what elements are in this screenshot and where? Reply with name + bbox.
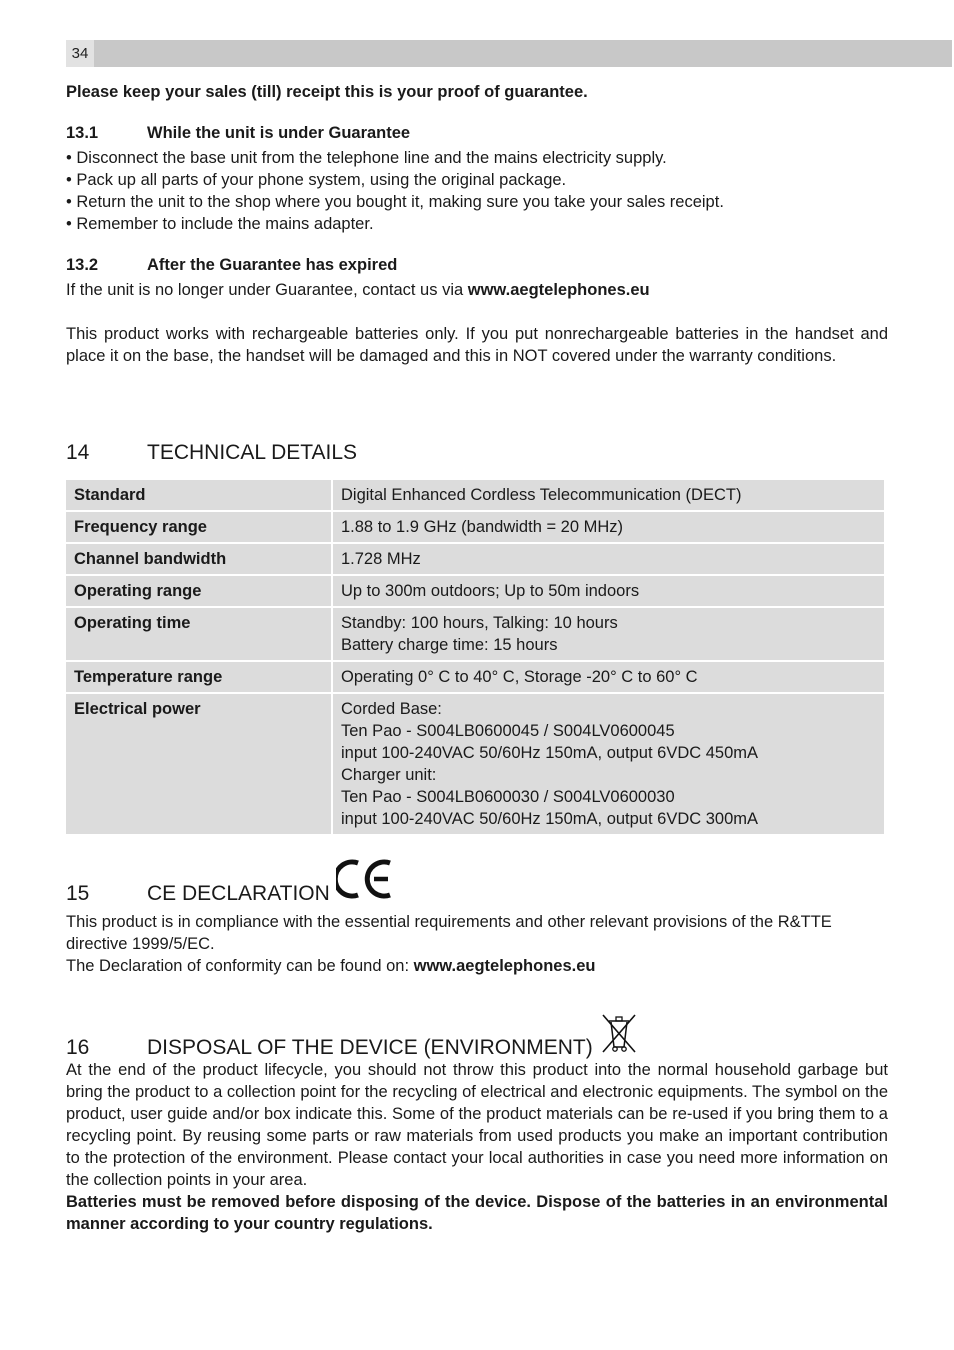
section-13-2-number: 13.2	[66, 256, 99, 274]
spec-value-line: 1.88 to 1.9 GHz (bandwidth = 20 MHz)	[341, 518, 624, 536]
ce-declaration-link-line	[66, 955, 888, 977]
page-header-bar	[66, 40, 952, 67]
spec-value	[333, 512, 884, 542]
spec-value	[333, 694, 884, 834]
page-number: 34	[66, 40, 94, 67]
spec-value	[333, 576, 884, 606]
section-15-heading	[66, 858, 888, 907]
section-16-heading	[66, 1012, 888, 1061]
table-row	[66, 608, 884, 660]
list-item: • Disconnect the base unit from the telephone line and the mains electricity supply.	[66, 149, 667, 167]
section-15-title: CE DECLARATION	[147, 882, 330, 905]
spec-label: Operating range	[66, 576, 331, 606]
section-16-number: 16	[66, 1036, 90, 1059]
section-14-heading	[66, 440, 888, 466]
receipt-notice: Please keep your sales (till) receipt this is your proof of guarantee.	[66, 83, 588, 101]
table-row	[66, 480, 884, 510]
spec-label: Frequency range	[66, 512, 331, 542]
spec-value-line: Charger unit:	[341, 766, 437, 784]
website-link[interactable]: www.aegtelephones.eu	[413, 957, 596, 975]
disposal-text: At the end of the product lifecycle, you should not throw this product into the normal household garbage but bring the product to a collection point for the recycling of electrical and electronic equipments. The symbol on the product, user guide and/or box indicate this. Some of the product materials can be re-used if you bring them to a recycling point. By reusing some parts or raw materials from used products you make an important contribution to the protection of the environment. Please contact your local authorities in case you need more information on the collection points in your area.	[66, 1061, 888, 1189]
section-16-title: DISPOSAL OF THE DEVICE (ENVIRONMENT)	[147, 1036, 593, 1059]
spec-value-line: input 100-240VAC 50/60Hz 150mA, output 6VDC 300mA	[341, 810, 759, 828]
table-row	[66, 694, 884, 834]
spec-value-line: Up to 300m outdoors; Up to 50m indoors	[341, 582, 640, 600]
spec-value	[333, 662, 884, 692]
contact-text: If the unit is no longer under Guarantee, contact us via	[66, 281, 468, 299]
technical-details-table	[64, 478, 886, 836]
spec-value-line: input 100-240VAC 50/60Hz 150mA, output 6VDC 450mA	[341, 744, 759, 762]
spec-value-line: Battery charge time: 15 hours	[341, 636, 558, 654]
battery-disposal-warning: Batteries must be removed before disposing of the device. Dispose of the batteries in an environmental manner according to your country regulations.	[66, 1193, 888, 1233]
battery-note: This product works with rechargeable batteries only. If you put nonrechargeable batteries in the handset and place it on the base, the handset will be damaged and this in NOT covered under the warranty conditions.	[66, 325, 888, 365]
spec-value	[333, 608, 884, 660]
spec-value-line: Standby: 100 hours, Talking: 10 hours	[341, 614, 618, 632]
table-row	[66, 662, 884, 692]
spec-label: Standard	[66, 480, 331, 510]
spec-value-line: Ten Pao - S004LB0600045 / S004LV0600045	[341, 722, 675, 740]
section-14-number: 14	[66, 441, 90, 464]
section-13-2-heading	[66, 254, 888, 276]
spec-label: Channel bandwidth	[66, 544, 331, 574]
spec-label: Electrical power	[66, 694, 331, 834]
section-13-1-title: While the unit is under Guarantee	[147, 124, 411, 142]
section-13-1-heading	[66, 122, 888, 144]
website-link[interactable]: www.aegtelephones.eu	[467, 281, 650, 299]
table-row	[66, 576, 884, 606]
list-item: • Return the unit to the shop where you bought it, making sure you take your sales receipt.	[66, 193, 724, 211]
list-item: • Pack up all parts of your phone system, using the original package.	[66, 171, 567, 189]
section-14-title: TECHNICAL DETAILS	[147, 441, 358, 464]
section-13-2-contact	[66, 279, 888, 301]
spec-label: Temperature range	[66, 662, 331, 692]
weee-crossed-bin-icon	[599, 1012, 639, 1061]
table-row	[66, 544, 884, 574]
section-13-2-title: After the Guarantee has expired	[147, 256, 398, 274]
table-row	[66, 512, 884, 542]
section-15-number: 15	[66, 882, 90, 905]
ce-mark-icon	[336, 858, 394, 907]
spec-value	[333, 480, 884, 510]
spec-value	[333, 544, 884, 574]
section-13-1-list	[66, 147, 888, 235]
ce-compliance-text: This product is in compliance with the essential requirements and other relevant provisions of the R&TTE directive 1999/5/EC.	[66, 913, 832, 953]
spec-value-line: 1.728 MHz	[341, 550, 421, 568]
section-13-1-number: 13.1	[66, 124, 99, 142]
declaration-text: The Declaration of conformity can be found on:	[66, 957, 414, 975]
spec-value-line: Operating 0° C to 40° C, Storage -20° C to 60° C	[341, 668, 698, 686]
list-item: • Remember to include the mains adapter.	[66, 215, 374, 233]
spec-value-line: Corded Base:	[341, 700, 442, 718]
spec-label: Operating time	[66, 608, 331, 660]
spec-value-line: Ten Pao - S004LB0600030 / S004LV0600030	[341, 788, 675, 806]
spec-value-line: Digital Enhanced Cordless Telecommunication (DECT)	[341, 486, 742, 504]
